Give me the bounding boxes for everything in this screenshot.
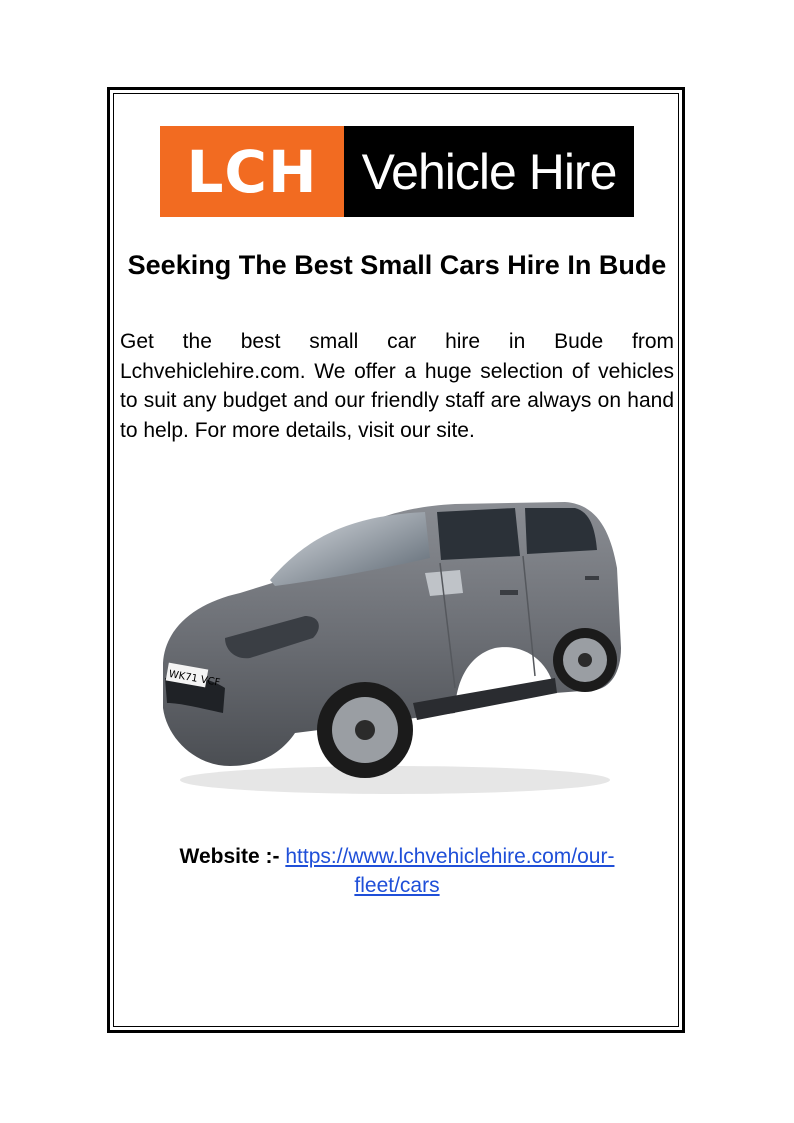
logo-lch-text: LCH <box>160 126 344 217</box>
website-link[interactable] <box>285 845 614 897</box>
website-label: Website :- <box>179 845 280 868</box>
page-title: Seeking The Best Small Cars Hire In Bude <box>127 250 667 280</box>
plate-text: WK71 VCF <box>167 668 221 689</box>
logo-vehicle-hire-text: Vehicle Hire <box>344 126 634 217</box>
website-link-line1[interactable]: https://www.lchvehiclehire.com/our- <box>285 845 615 868</box>
lch-logo <box>160 126 634 217</box>
website-block <box>112 842 682 900</box>
website-link-line2[interactable]: fleet/cars <box>354 874 440 897</box>
car-photo-icon <box>155 498 625 798</box>
description-paragraph: Get the best small car hire in Bude from Lchvehiclehire.com. We offer a huge selection of vehicles to suit any budget and our friendly staff are always on hand to help. For more details, visit our site. <box>120 330 674 442</box>
